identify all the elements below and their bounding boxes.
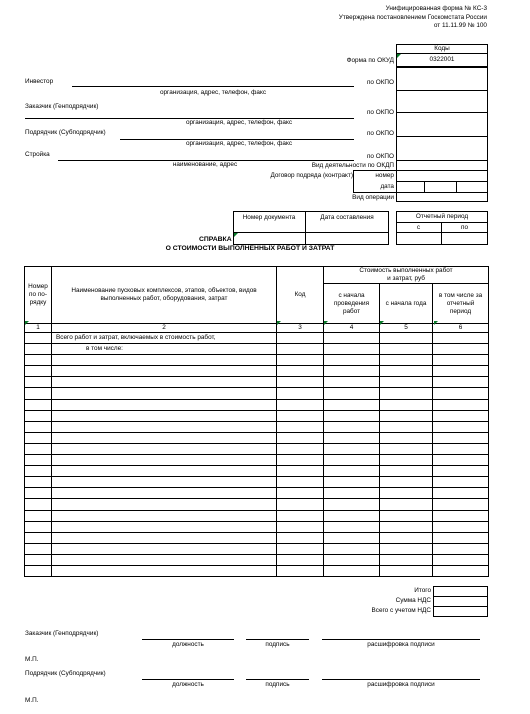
table-cell[interactable] <box>380 344 433 355</box>
table-row <box>25 366 489 377</box>
table-cell[interactable] <box>52 510 277 521</box>
table-cell[interactable] <box>433 333 489 344</box>
table-cell[interactable] <box>277 477 324 488</box>
table-cell[interactable] <box>380 455 433 466</box>
table-row <box>25 554 489 565</box>
form-header-line1: Унифицированная форма № КС-3 <box>385 5 487 12</box>
table-cell[interactable] <box>25 399 52 410</box>
table-cell[interactable] <box>25 455 52 466</box>
contract-number-label: номер <box>375 172 394 179</box>
table-cell[interactable] <box>277 344 324 355</box>
table-row <box>25 421 489 432</box>
table-cell[interactable] <box>324 333 380 344</box>
customer-signature-field[interactable] <box>246 639 309 640</box>
codes-header: Коды <box>434 45 450 52</box>
table-row <box>25 355 489 366</box>
table-cell[interactable] <box>433 410 489 421</box>
table-cell[interactable] <box>277 554 324 565</box>
table-row <box>25 377 489 388</box>
col-number-2: 2 <box>52 324 277 333</box>
table-cell[interactable] <box>433 399 489 410</box>
table-cell[interactable] <box>52 543 277 554</box>
construction-caption: наименование, адрес <box>172 161 238 168</box>
table-cell[interactable] <box>324 510 380 521</box>
total-label: Итого <box>414 587 431 594</box>
table-cell[interactable] <box>324 410 380 421</box>
table-cell[interactable] <box>433 510 489 521</box>
table-cell[interactable] <box>324 488 380 499</box>
table-cell[interactable] <box>52 565 277 576</box>
table-cell[interactable] <box>324 443 380 454</box>
table-cell[interactable] <box>277 510 324 521</box>
table-cell[interactable] <box>324 344 380 355</box>
table-cell[interactable] <box>25 410 52 421</box>
table-cell[interactable] <box>52 521 277 532</box>
okpo-label-customer: по ОКПО <box>366 109 394 116</box>
table-cell[interactable] <box>277 455 324 466</box>
table-cell[interactable] <box>380 477 433 488</box>
table-cell[interactable] <box>277 421 324 432</box>
table-cell[interactable] <box>277 488 324 499</box>
table-cell[interactable] <box>277 399 324 410</box>
table-cell[interactable] <box>324 421 380 432</box>
table-row <box>25 565 489 576</box>
okpo-label-construction: по ОКПО <box>366 153 394 160</box>
table-cell[interactable] <box>324 399 380 410</box>
okud-value[interactable]: 0322001 <box>429 56 455 63</box>
table-cell[interactable] <box>433 377 489 388</box>
table-cell[interactable]: в том числе: <box>52 344 277 355</box>
customer-decode-caption: расшифровка подписи <box>367 641 435 648</box>
table-cell[interactable] <box>324 466 380 477</box>
table-cell[interactable] <box>324 355 380 366</box>
table-cell[interactable] <box>25 366 52 377</box>
contractor-signature-field[interactable] <box>246 679 309 680</box>
table-cell[interactable] <box>25 344 52 355</box>
table-cell[interactable] <box>277 377 324 388</box>
signature-customer-label: Заказчик (Генподрядчик) <box>25 630 99 637</box>
form-header-line3: от 11.11.99 № 100 <box>433 22 487 29</box>
table-cell[interactable] <box>433 443 489 454</box>
table-cell[interactable] <box>324 543 380 554</box>
col-number-3: 3 <box>277 324 324 333</box>
table-cell[interactable] <box>433 388 489 399</box>
table-cell[interactable] <box>380 466 433 477</box>
cell-marker-icon <box>25 321 29 325</box>
table-cell[interactable] <box>277 410 324 421</box>
period-to-label: по <box>460 224 468 231</box>
col-header-period: в том числе за отчетный период <box>433 284 489 324</box>
table-cell[interactable] <box>52 532 277 543</box>
table-row <box>25 499 489 510</box>
contractor-stamp-label: М.П. <box>25 697 39 704</box>
table-row <box>25 532 489 543</box>
table-cell[interactable] <box>52 410 277 421</box>
table-cell[interactable] <box>433 455 489 466</box>
table-cell[interactable] <box>433 432 489 443</box>
table-cell[interactable] <box>324 366 380 377</box>
table-row <box>25 521 489 532</box>
table-row <box>25 466 489 477</box>
customer-signature-caption: подпись <box>265 641 290 648</box>
contract-label: Договор подряда (контракт) <box>270 172 353 179</box>
table-cell[interactable] <box>25 499 52 510</box>
table-cell[interactable] <box>25 532 52 543</box>
table-row <box>25 543 489 554</box>
table-cell[interactable] <box>380 333 433 344</box>
table-cell[interactable] <box>380 399 433 410</box>
table-cell[interactable] <box>277 532 324 543</box>
col-header-number: Номер по по- рядку <box>25 267 52 324</box>
table-cell[interactable] <box>277 466 324 477</box>
col-number-6: 6 <box>433 324 489 333</box>
col-number-1: 1 <box>25 324 52 333</box>
table-cell[interactable] <box>52 388 277 399</box>
investor-label: Инвестор <box>25 78 54 85</box>
table-cell[interactable] <box>25 432 52 443</box>
table-cell[interactable] <box>433 499 489 510</box>
investor-caption: организация, адрес, телефон, факс <box>159 89 267 96</box>
cell-marker-icon <box>277 321 281 325</box>
table-cell[interactable] <box>324 565 380 576</box>
table-cell[interactable] <box>380 510 433 521</box>
customer-label: Заказчик (Генподрядчик) <box>25 103 99 110</box>
okud-label: Форма по ОКУД <box>346 57 394 64</box>
contractor-caption: организация, адрес, телефон, факс <box>185 140 293 147</box>
table-cell[interactable] <box>277 543 324 554</box>
okpo-label-contractor: по ОКПО <box>366 130 394 137</box>
col-number-5: 5 <box>380 324 433 333</box>
table-cell[interactable] <box>324 521 380 532</box>
table-cell[interactable] <box>52 499 277 510</box>
document-title: СПРАВКА <box>199 236 232 243</box>
table-row <box>25 477 489 488</box>
table-cell[interactable] <box>52 455 277 466</box>
cell-marker-icon <box>380 321 384 325</box>
table-row <box>25 443 489 454</box>
table-cell[interactable] <box>25 521 52 532</box>
table-cell[interactable] <box>324 532 380 543</box>
table-cell[interactable] <box>380 432 433 443</box>
col-number-4: 4 <box>324 324 380 333</box>
contractor-signature-caption: подпись <box>265 681 290 688</box>
table-cell[interactable] <box>25 510 52 521</box>
col-header-cost-group: Стоимость выполненных работ и затрат, руб <box>324 267 489 284</box>
table-cell[interactable] <box>380 543 433 554</box>
table-cell[interactable] <box>25 377 52 388</box>
table-cell[interactable] <box>380 355 433 366</box>
contract-date-label: дата <box>380 183 394 190</box>
table-cell[interactable] <box>433 421 489 432</box>
table-cell[interactable] <box>277 521 324 532</box>
customer-position-caption: должность <box>172 641 204 648</box>
table-row <box>25 410 489 421</box>
customer-caption: организация, адрес, телефон, факс <box>185 119 293 126</box>
table-cell[interactable] <box>433 554 489 565</box>
table-cell[interactable] <box>380 532 433 543</box>
table-cell[interactable] <box>25 466 52 477</box>
table-cell[interactable] <box>380 499 433 510</box>
table-cell[interactable] <box>25 477 52 488</box>
table-cell[interactable] <box>324 499 380 510</box>
table-cell[interactable] <box>324 432 380 443</box>
table-cell[interactable] <box>52 554 277 565</box>
table-cell[interactable] <box>52 466 277 477</box>
table-cell[interactable] <box>433 355 489 366</box>
table-cell[interactable] <box>324 377 380 388</box>
contractor-position-field[interactable] <box>142 679 234 680</box>
document-number-header: Номер документа <box>242 214 296 221</box>
table-cell[interactable] <box>433 477 489 488</box>
table-cell[interactable] <box>277 355 324 366</box>
table-cell[interactable] <box>433 565 489 576</box>
table-cell[interactable] <box>52 443 277 454</box>
table-cell[interactable] <box>324 388 380 399</box>
table-cell[interactable] <box>52 355 277 366</box>
okdp-label: Вид деятельности по ОКДП <box>311 162 394 169</box>
table-cell[interactable]: Всего работ и затрат, включаемых в стоимость работ, <box>52 333 277 344</box>
table-cell[interactable] <box>52 377 277 388</box>
table-cell[interactable] <box>277 565 324 576</box>
table-cell[interactable] <box>277 499 324 510</box>
table-cell[interactable] <box>25 355 52 366</box>
customer-decode-field[interactable] <box>322 639 480 640</box>
col-header-since-start: с начала проведения работ <box>324 284 380 324</box>
cell-marker-icon <box>234 233 238 237</box>
document-date-header: Дата составления <box>320 214 374 221</box>
table-cell[interactable] <box>25 488 52 499</box>
table-cell[interactable] <box>25 565 52 576</box>
cell-marker-icon <box>324 321 328 325</box>
table-cell[interactable] <box>277 366 324 377</box>
okpo-label-investor: по ОКПО <box>366 79 394 86</box>
table-cell[interactable] <box>380 488 433 499</box>
table-row <box>25 344 489 355</box>
table-cell[interactable] <box>433 466 489 477</box>
table-cell[interactable] <box>380 521 433 532</box>
table-cell[interactable] <box>25 554 52 565</box>
table-cell[interactable] <box>433 521 489 532</box>
table-cell[interactable] <box>433 344 489 355</box>
table-cell[interactable] <box>52 477 277 488</box>
table-cell[interactable] <box>25 543 52 554</box>
table-row <box>25 333 489 344</box>
total-with-vat-label: Всего с учетом НДС <box>371 607 431 614</box>
table-cell[interactable] <box>52 432 277 443</box>
table-cell[interactable] <box>433 532 489 543</box>
table-cell[interactable] <box>380 377 433 388</box>
table-cell[interactable] <box>52 366 277 377</box>
table-cell[interactable] <box>25 388 52 399</box>
totals-box <box>433 586 488 617</box>
cell-marker-icon <box>434 321 438 325</box>
construction-label: Стройка <box>25 151 50 158</box>
table-cell[interactable] <box>380 410 433 421</box>
document-subtitle: О СТОИМОСТИ ВЫПОЛНЕННЫХ РАБОТ И ЗАТРАТ <box>165 245 335 252</box>
table-cell[interactable] <box>277 333 324 344</box>
table-row <box>25 432 489 443</box>
table-cell[interactable] <box>380 565 433 576</box>
col-header-since-year: с начала года <box>380 284 433 324</box>
table-cell[interactable] <box>25 443 52 454</box>
table-cell[interactable] <box>380 443 433 454</box>
table-cell[interactable] <box>324 477 380 488</box>
table-row <box>25 388 489 399</box>
customer-position-field[interactable] <box>142 639 234 640</box>
contractor-decode-field[interactable] <box>322 679 480 680</box>
table-row <box>25 455 489 466</box>
investor-field[interactable] <box>72 86 354 87</box>
table-cell[interactable] <box>380 554 433 565</box>
table-cell[interactable] <box>277 432 324 443</box>
table-cell[interactable] <box>324 455 380 466</box>
table-row <box>25 399 489 410</box>
form-header-line2: Утверждена постановлением Госкомстата России <box>338 13 487 21</box>
table-row <box>25 510 489 521</box>
contractor-position-caption: должность <box>172 681 204 688</box>
col-header-name: Наименование пусковых комплексов, этапов, объектов, видов выполненных работ, оборудования, затрат <box>52 267 277 324</box>
works-costs-table <box>24 266 489 577</box>
table-cell[interactable] <box>380 388 433 399</box>
vat-label: Сумма НДС <box>395 597 431 604</box>
table-cell[interactable] <box>277 443 324 454</box>
period-from-label: с <box>416 224 421 231</box>
table-cell[interactable] <box>433 366 489 377</box>
contractor-decode-caption: расшифровка подписи <box>367 681 435 688</box>
table-cell[interactable] <box>25 333 52 344</box>
operation-type-label: Вид операции <box>352 194 394 201</box>
table-cell[interactable] <box>277 388 324 399</box>
table-cell[interactable] <box>433 543 489 554</box>
table-row <box>25 488 489 499</box>
signature-contractor-label: Подрядчик (Субподрядчик) <box>25 670 106 677</box>
table-cell[interactable] <box>380 421 433 432</box>
table-cell[interactable] <box>25 421 52 432</box>
table-cell[interactable] <box>52 399 277 410</box>
contractor-label: Подрядчик (Субподрядчик) <box>25 129 106 136</box>
table-cell[interactable] <box>380 366 433 377</box>
customer-stamp-label: М.П. <box>25 656 39 663</box>
reporting-period-header: Отчетный период <box>415 213 469 220</box>
table-cell[interactable] <box>324 554 380 565</box>
table-cell[interactable] <box>52 421 277 432</box>
col-header-code: Код <box>277 267 324 324</box>
table-cell[interactable] <box>52 488 277 499</box>
table-cell[interactable] <box>433 488 489 499</box>
